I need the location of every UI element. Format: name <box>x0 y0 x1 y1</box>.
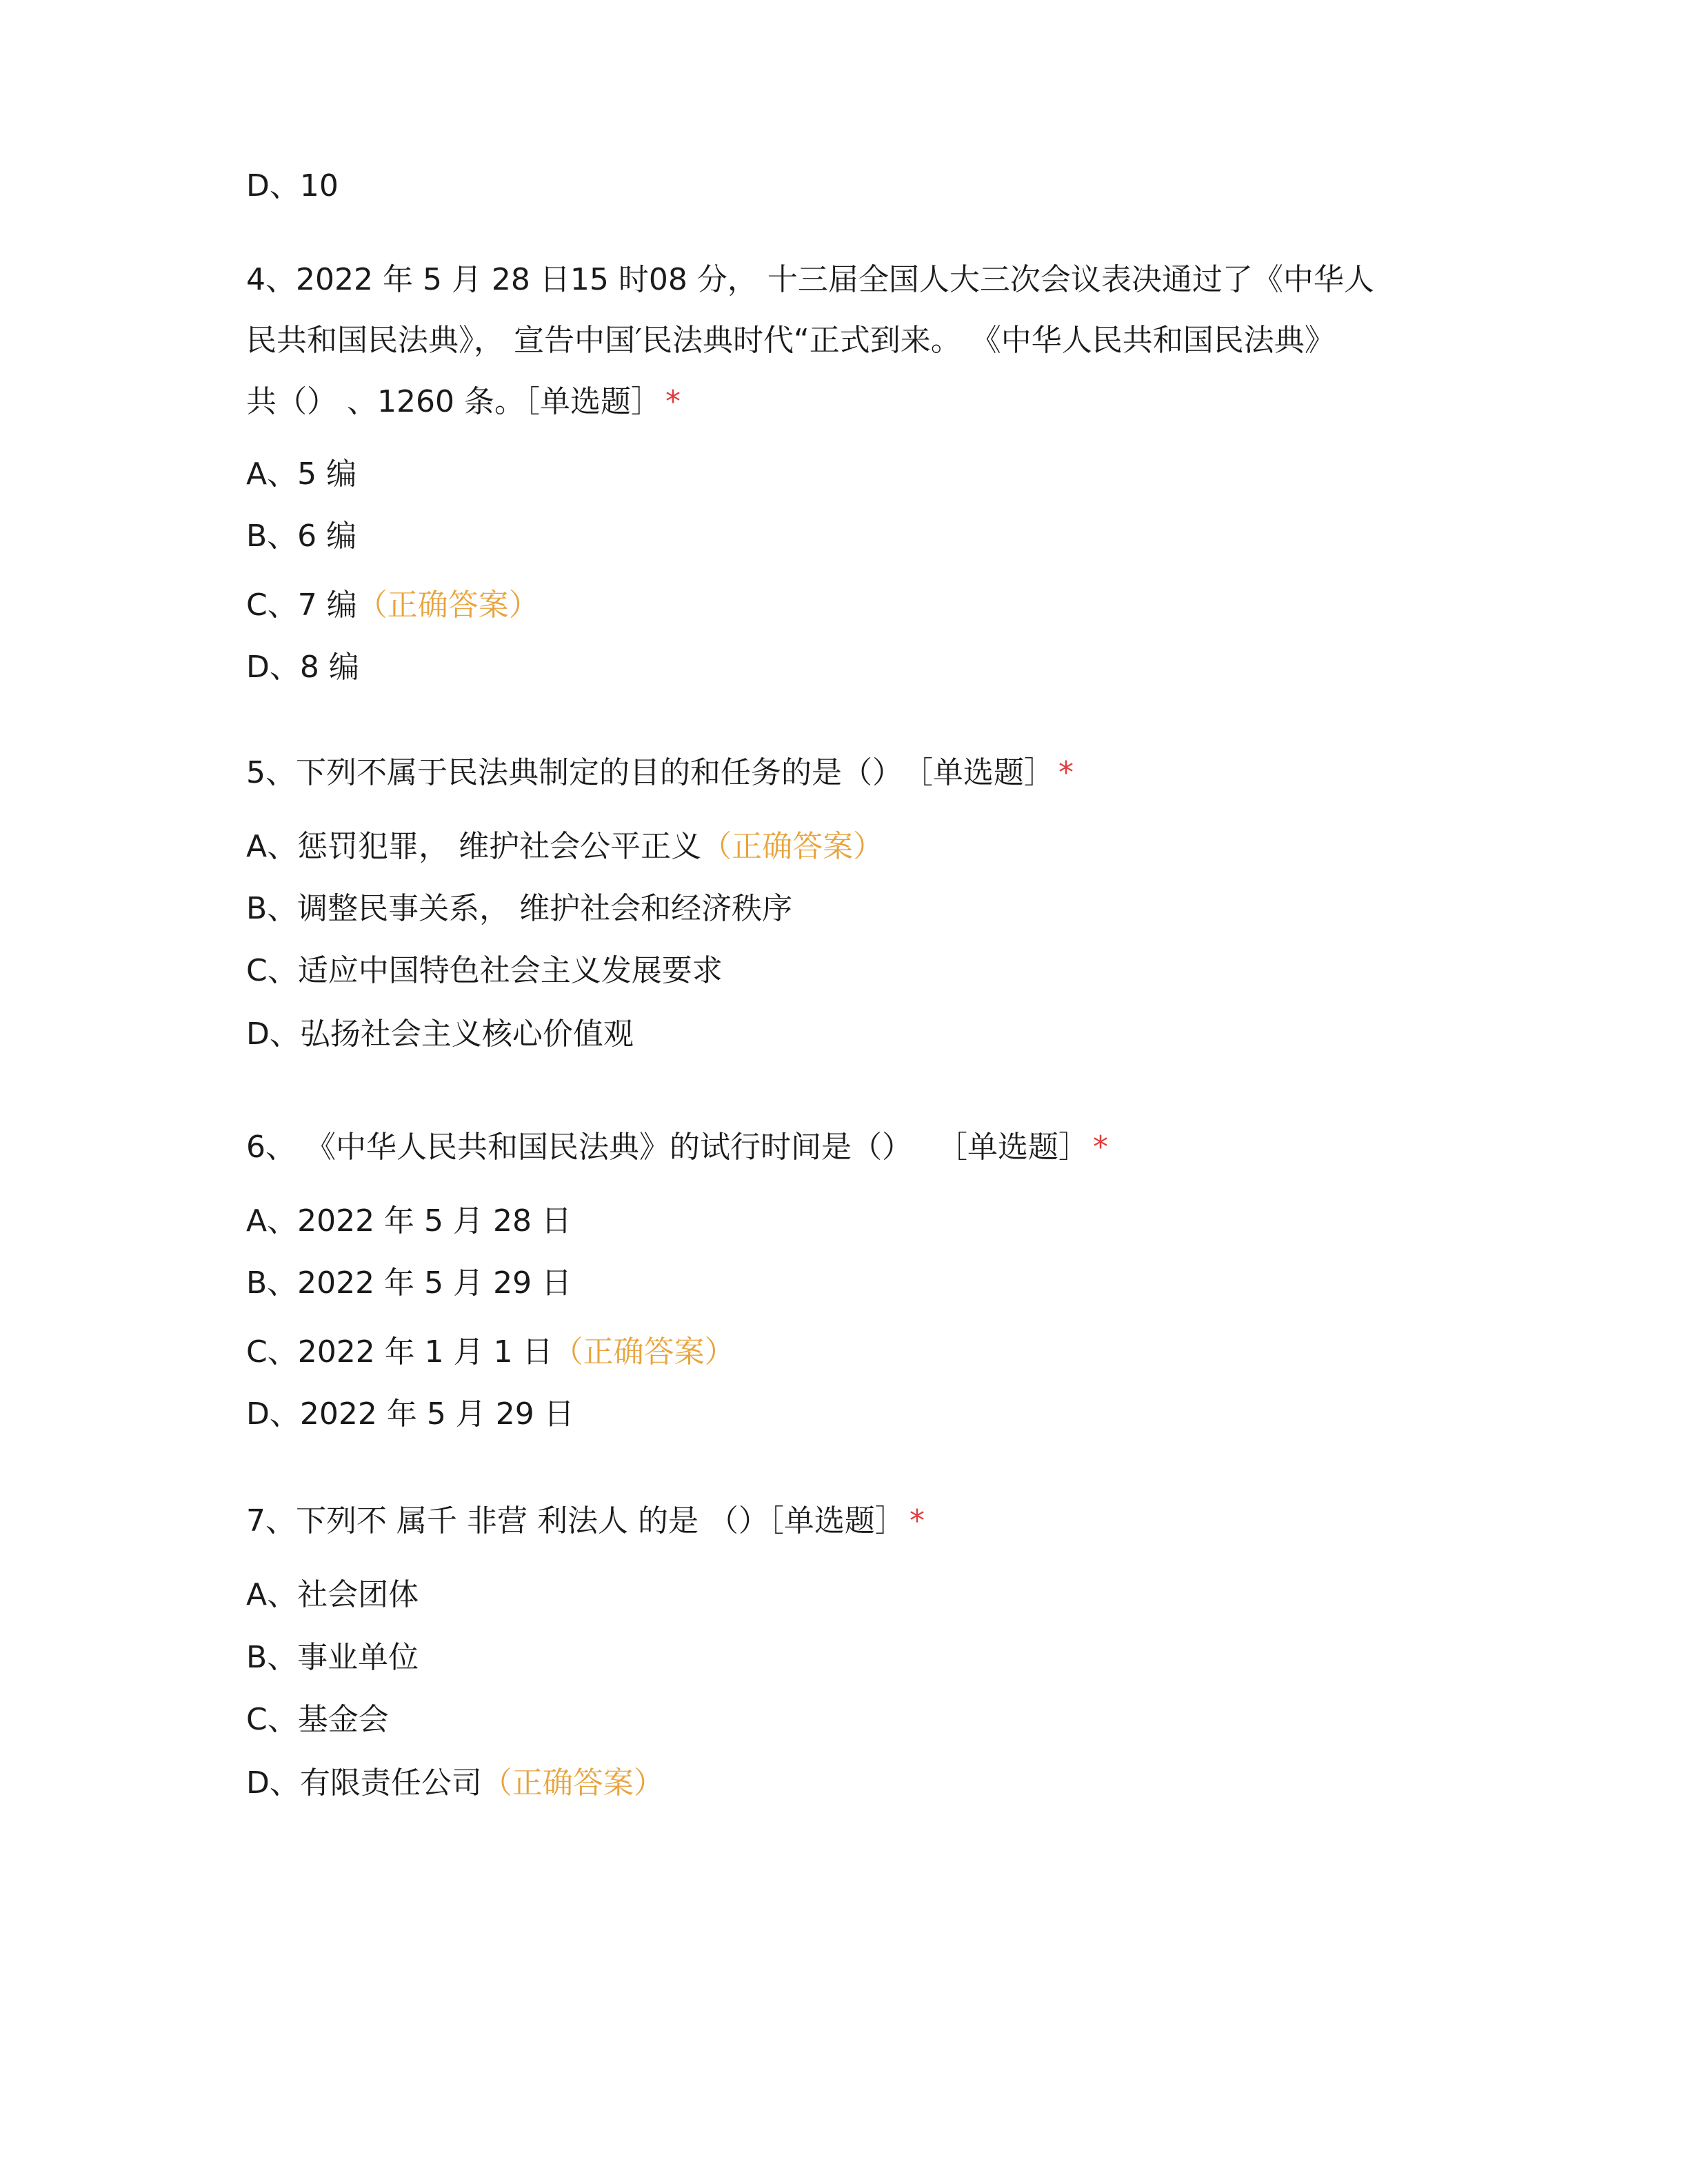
question-stem: 民共和国民法典》， 宣告中国′民法典时代“正式到来。 《中华人民共和国民法典》 <box>246 323 1335 358</box>
q7-option-d[interactable] <box>246 1764 664 1803</box>
correct-answer-tag: （正确答案） <box>701 829 884 864</box>
correct-answer-tag: （正确答案） <box>552 1334 735 1370</box>
question-stem: 共（） 、1260 条。［单选题］ <box>246 384 661 419</box>
question-stem: 4、2022 年 5 月 28 日15 时08 分， 十三届全国人大三次会议表决通过了《中华人 <box>246 262 1374 297</box>
option-text: B、2022 年 5 月 29 日 <box>246 1265 572 1301</box>
q7-option-b[interactable] <box>246 1639 419 1677</box>
required-star-icon: * <box>909 1503 925 1539</box>
option-text: D、8 编 <box>246 650 359 685</box>
q4-option-c[interactable] <box>246 586 539 625</box>
q5-option-b[interactable] <box>246 890 792 928</box>
option-text: D、2022 年 5 月 29 日 <box>246 1396 574 1432</box>
q6-option-d[interactable] <box>246 1395 574 1434</box>
q7-option-a[interactable] <box>246 1576 419 1614</box>
option-text: B、调整民事关系， 维护社会和经济秩序 <box>246 891 793 926</box>
q4-option-a[interactable] <box>246 455 356 494</box>
q4-stem-line2 <box>246 321 1335 360</box>
option-text: D、有限责任公司 <box>246 1765 482 1801</box>
required-star-icon: * <box>1092 1130 1108 1165</box>
option-text: D、弘扬社会主义核心价值观 <box>246 1016 634 1052</box>
option-text: A、2022 年 5 月 28 日 <box>246 1203 572 1239</box>
option-text: C、适应中国特色社会主义发展要求 <box>246 953 723 988</box>
q5-stem <box>246 754 1074 792</box>
option-text: C、2022 年 1 月 1 日 <box>246 1334 553 1370</box>
q6-option-c[interactable] <box>246 1333 735 1372</box>
q6-option-b[interactable] <box>246 1264 572 1303</box>
q4-option-b[interactable] <box>246 517 356 556</box>
option-text: C、基金会 <box>246 1702 389 1737</box>
question-stem: 6、 《中华人民共和国民法典》的试行时间是（） ［单选题］ <box>246 1130 1089 1165</box>
q6-stem <box>246 1128 1108 1167</box>
q7-option-c[interactable] <box>246 1701 389 1739</box>
q5-option-a[interactable] <box>246 828 883 866</box>
option-text: A、社会团体 <box>246 1577 419 1612</box>
required-star-icon: * <box>665 384 681 419</box>
question-stem: 5、下列不属于民法典制定的目的和任务的是（） ［单选题］ <box>246 755 1054 790</box>
option-text: A、5 编 <box>246 457 357 492</box>
q5-option-c[interactable] <box>246 952 723 990</box>
option-text: B、事业单位 <box>246 1640 419 1675</box>
q4-option-d[interactable] <box>246 648 359 687</box>
question-stem: 7、下列不 属千 非营 利法人 的是 （）［单选题］ <box>246 1503 905 1539</box>
option-text: C、7 编 <box>246 588 357 623</box>
q4-stem-line1 <box>246 261 1374 299</box>
correct-answer-tag: （正确答案） <box>481 1765 664 1801</box>
option-text: D、10 <box>246 168 339 203</box>
option-text: B、6 编 <box>246 519 357 554</box>
required-star-icon: * <box>1058 755 1074 790</box>
q4-stem-line3 <box>246 383 681 421</box>
q3-option-d <box>246 167 339 206</box>
q5-option-d[interactable] <box>246 1015 634 1054</box>
option-text: A、惩罚犯罪， 维护社会公平正义 <box>246 829 702 864</box>
q6-option-a[interactable] <box>246 1202 572 1241</box>
q7-stem <box>246 1502 925 1541</box>
correct-answer-tag: （正确答案） <box>356 588 539 623</box>
